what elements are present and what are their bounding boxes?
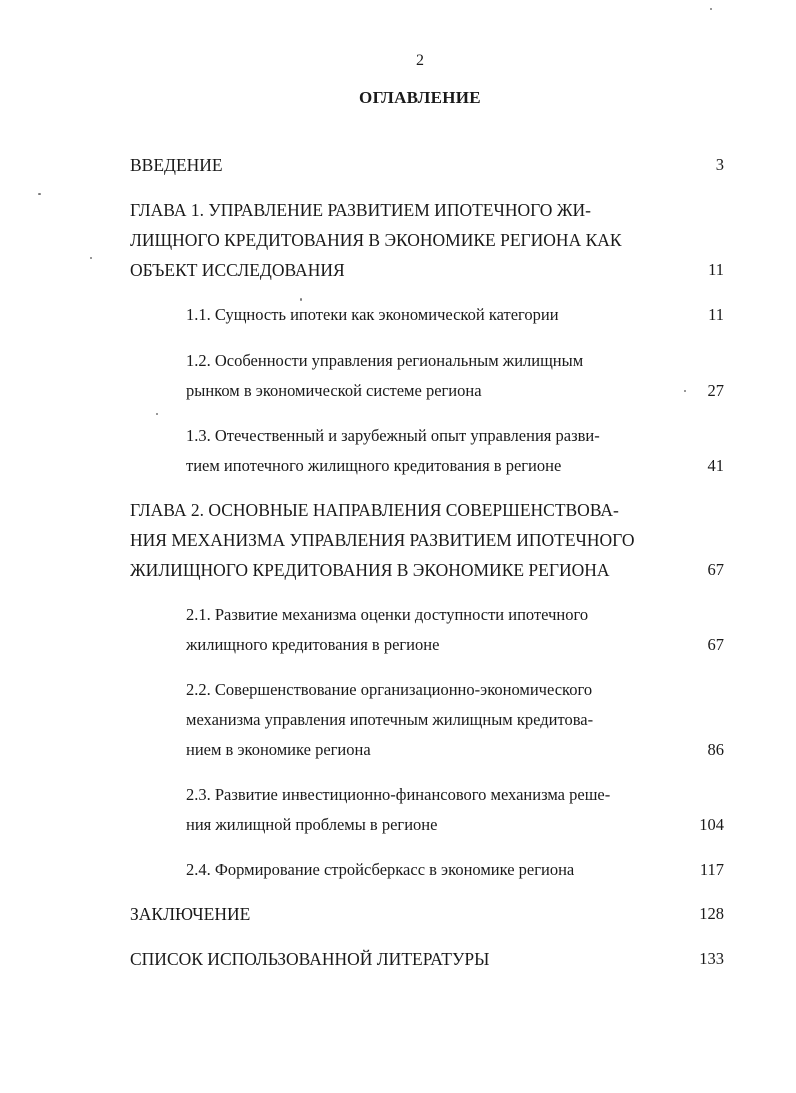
toc-entry-line: ния жилищной проблемы в регионе xyxy=(186,815,438,834)
toc-entry-line: тием ипотечного жилищного кредитования в регионе xyxy=(186,456,562,475)
scan-speck xyxy=(300,298,302,301)
toc-entry-line: 1.2. Особенности управления региональным жилищным xyxy=(186,351,584,370)
toc-entry-page: 117 xyxy=(699,860,724,879)
toc-entry-chapter-1[interactable] xyxy=(130,195,622,285)
toc-entry-bibliography[interactable] xyxy=(130,944,489,974)
toc-entry-line: ЗАКЛЮЧЕНИЕ xyxy=(130,904,251,924)
scan-speck xyxy=(684,390,686,392)
toc-entry-page: 27 xyxy=(707,381,724,400)
toc-entry-page: 3 xyxy=(715,155,724,174)
toc-entry-line: ГЛАВА 2. ОСНОВНЫЕ НАПРАВЛЕНИЯ СОВЕРШЕНСТВОВА- xyxy=(130,500,619,520)
toc-entry-page: 67 xyxy=(707,635,724,654)
toc-entry-page: 11 xyxy=(708,260,724,279)
toc-entry-line: механизма управления ипотечным жилищным кредитова- xyxy=(186,710,594,729)
toc-entry-line: 2.4. Формирование стройсберкасс в экономике региона xyxy=(186,860,575,879)
toc-entry-line: 2.1. Развитие механизма оценки доступности ипотечного xyxy=(186,605,589,624)
toc-entry-line: НИЯ МЕХАНИЗМА УПРАВЛЕНИЯ РАЗВИТИЕМ ИПОТЕЧНОГО xyxy=(130,530,635,550)
toc-entry-section-2-4[interactable] xyxy=(186,855,574,885)
toc-entry-section-2-1[interactable] xyxy=(186,600,588,660)
toc-entry-conclusion[interactable] xyxy=(130,899,250,929)
toc-entry-line: ГЛАВА 1. УПРАВЛЕНИЕ РАЗВИТИЕМ ИПОТЕЧНОГО ЖИ- xyxy=(130,200,591,220)
scan-speck xyxy=(38,193,41,195)
toc-entry-line: нием в экономике региона xyxy=(186,740,371,759)
toc-entry-page: 104 xyxy=(699,815,724,834)
toc-entry-line: рынком в экономической системе региона xyxy=(186,381,482,400)
toc-entry-line: 1.1. Сущность ипотеки как экономической категории xyxy=(186,305,559,324)
toc-entry-page: 11 xyxy=(708,305,724,324)
page-number: 2 xyxy=(416,52,424,69)
toc-entry-page: 128 xyxy=(699,904,724,923)
toc-entry-section-2-2[interactable] xyxy=(186,675,593,765)
toc-entry-chapter-2[interactable] xyxy=(130,495,635,585)
toc-entry-section-1-2[interactable] xyxy=(186,346,583,406)
toc-entry-section-1-3[interactable] xyxy=(186,421,600,481)
toc-entry-page: 133 xyxy=(699,949,724,968)
scan-speck xyxy=(156,413,158,415)
scan-speck xyxy=(90,257,92,259)
toc-entry-introduction[interactable] xyxy=(130,150,223,180)
scan-speck xyxy=(710,8,712,10)
toc-entry-page: 41 xyxy=(707,456,724,475)
toc-entry-line: 2.2. Совершенствование организационно-экономического xyxy=(186,680,593,699)
toc-entry-line: ЖИЛИЩНОГО КРЕДИТОВАНИЯ В ЭКОНОМИКЕ РЕГИОНА xyxy=(130,560,610,580)
toc-entry-line: ЛИЩНОГО КРЕДИТОВАНИЯ В ЭКОНОМИКЕ РЕГИОНА КАК xyxy=(130,230,622,250)
toc-entry-line: СПИСОК ИСПОЛЬЗОВАННОЙ ЛИТЕРАТУРЫ xyxy=(130,949,490,969)
toc-entry-page: 86 xyxy=(707,740,724,759)
toc-entry-section-2-3[interactable] xyxy=(186,780,610,840)
toc-entry-page: 67 xyxy=(707,560,724,579)
toc-entry-line: ВВЕДЕНИЕ xyxy=(130,155,223,175)
toc-entry-line: ОБЪЕКТ ИССЛЕДОВАНИЯ xyxy=(130,260,345,280)
toc-entry-line: 1.3. Отечественный и зарубежный опыт управления разви- xyxy=(186,426,600,445)
toc-entry-line: жилищного кредитования в регионе xyxy=(186,635,440,654)
toc-entry-section-1-1[interactable] xyxy=(186,300,559,330)
toc-entry-line: 2.3. Развитие инвестиционно-финансового механизма реше- xyxy=(186,785,611,804)
toc-title: ОГЛАВЛЕНИЕ xyxy=(359,88,481,107)
